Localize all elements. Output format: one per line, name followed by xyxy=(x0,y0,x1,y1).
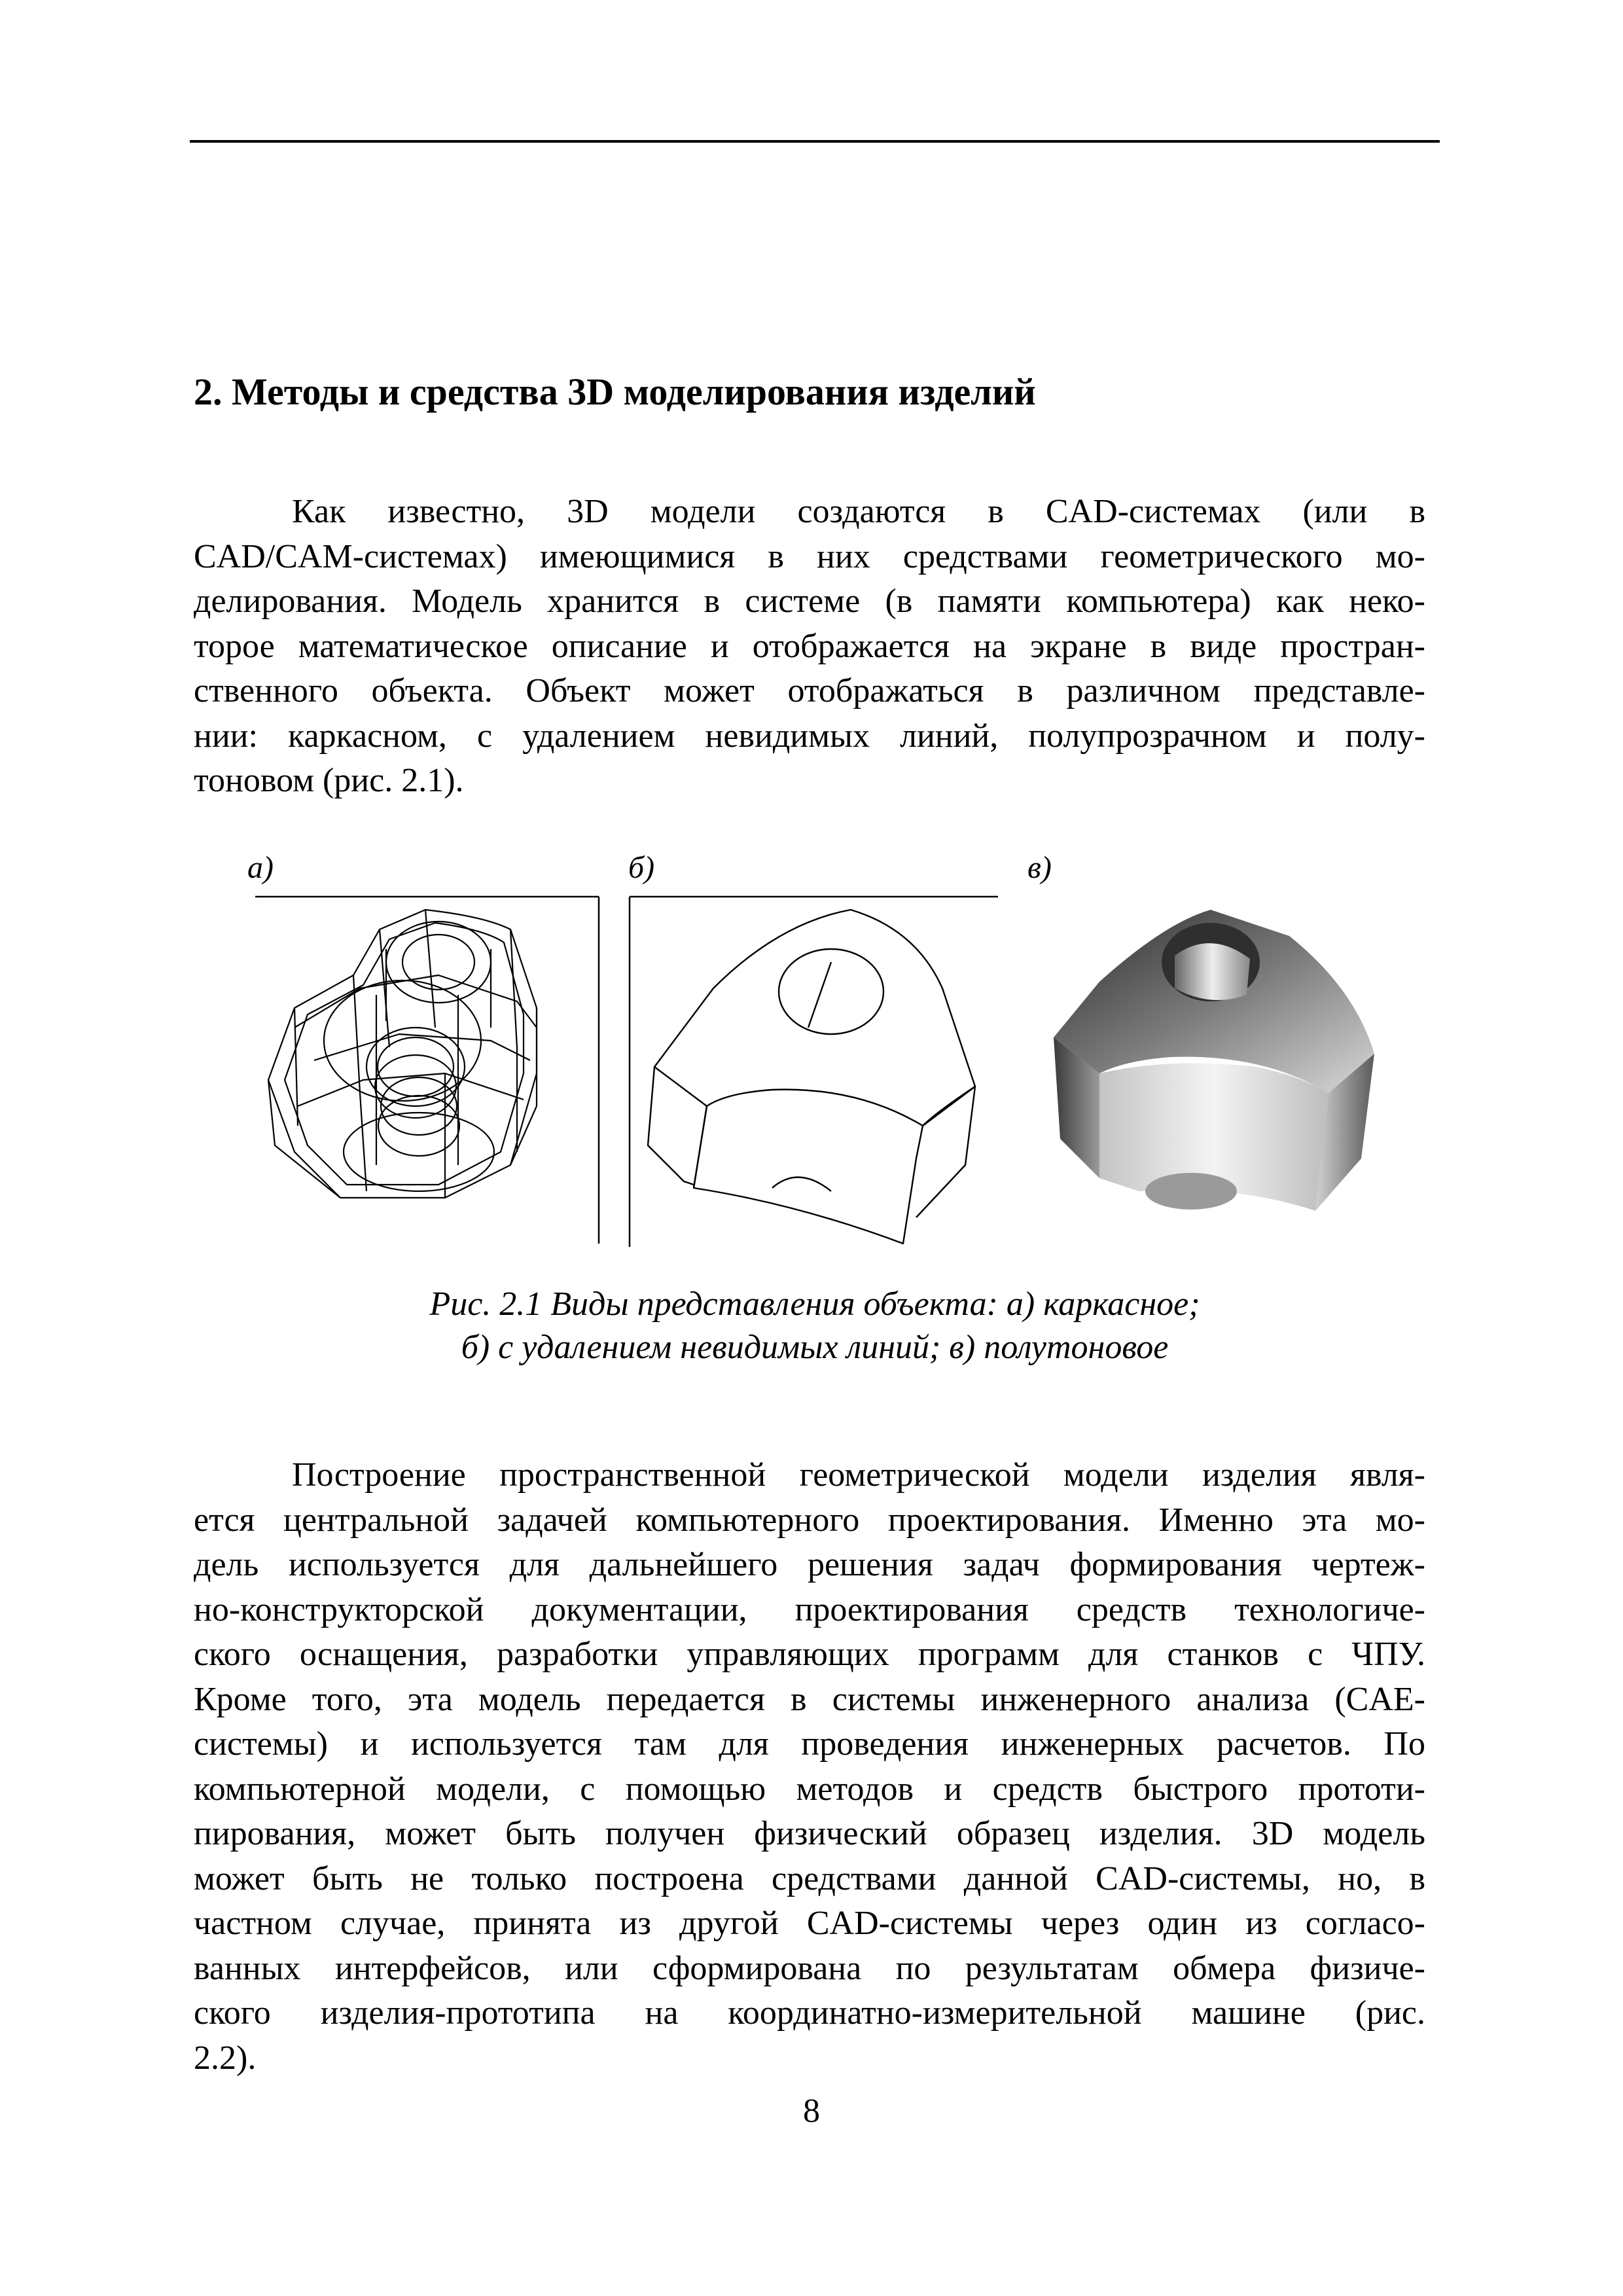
header-rule xyxy=(190,140,1440,143)
paragraph-line: компьютерной модели, с помощью методов и средств быстрого прототи- xyxy=(194,1770,1425,1808)
paragraph-line: делирования. Модель хранится в системе (в памяти компьютера) как неко- xyxy=(194,583,1425,620)
hidden-line-drawing xyxy=(628,890,1008,1257)
paragraph-line: системы) и используется там для проведения инженерных расчетов. По xyxy=(194,1725,1425,1763)
paragraph-line: Построение пространственной геометрической модели изделия явля- xyxy=(292,1456,1425,1494)
paragraph-line: Кроме того, эта модель передается в системы инженерного анализа (CAE- xyxy=(194,1680,1425,1718)
paragraph-line: нии: каркасном, с удалением невидимых линий, полупрозрачном и полу- xyxy=(194,717,1425,755)
paragraph-line: тоновом (рис. 2.1). xyxy=(194,762,464,799)
shaded-hole-wall xyxy=(1175,943,1250,1000)
paragraph-line: может быть не только построена средствами данной CAD-системы, но, в xyxy=(194,1859,1425,1897)
figure-caption xyxy=(190,1283,1440,1369)
paragraph-line: ванных интерфейсов, или сформирована по результатам обмера физиче- xyxy=(194,1949,1425,1987)
hole-ellipse xyxy=(779,949,883,1034)
paragraph-line: 2.2). xyxy=(194,2039,257,2077)
paragraph-line: пирования, может быть получен физический образец изделия. 3D модель xyxy=(194,1815,1425,1852)
wireframe-drawing xyxy=(249,890,602,1250)
paragraph-line: частном случае, принята из другой CAD-системы через один из согласо- xyxy=(194,1905,1425,1942)
paragraph-intro xyxy=(194,490,1425,804)
shaded-view xyxy=(1041,897,1394,1250)
figure-label-b: б) xyxy=(628,850,655,885)
page-number: 8 xyxy=(803,2092,820,2130)
section-heading: 2. Методы и средства 3D моделирования изделий xyxy=(194,370,1036,413)
front-face xyxy=(694,1106,923,1244)
caption-line: б) с удалением невидимых линий; в) полутоновое xyxy=(461,1329,1169,1366)
paragraph-line: ственного объекта. Объект может отображаться в различном представле- xyxy=(194,672,1425,709)
shaded-bottom-boss xyxy=(1145,1173,1237,1210)
paragraph-main xyxy=(194,1453,1425,2081)
paragraph-line: но-конструкторской документации, проектирования средств технологиче- xyxy=(194,1590,1425,1628)
paragraph-line: ского изделия-прототипа на координатно-измерительной машине (рис. xyxy=(194,1994,1425,2032)
wireframe-view xyxy=(249,890,602,1250)
paragraph-line: дель используется для дальнейшего решения задач формирования чертеж- xyxy=(194,1546,1425,1583)
figure-label-c: в) xyxy=(1027,850,1052,885)
top-face xyxy=(654,910,975,1126)
figure-label-a: а) xyxy=(247,850,274,885)
paragraph-line: торое математическое описание и отображается на экране в виде простран- xyxy=(194,627,1425,665)
paragraph-line: ется центральной задачей компьютерного проектирования. Именно эта мо- xyxy=(194,1501,1425,1539)
caption-line: Рис. 2.1 Виды представления объекта: а) каркасное; xyxy=(429,1285,1200,1323)
paragraph-line: CAD/CAM-системах) имеющимися в них средствами геометрического мо- xyxy=(194,537,1425,575)
hidden-line-view xyxy=(628,890,1008,1257)
paragraph-line: Как известно, 3D модели создаются в CAD-системах (или в xyxy=(292,493,1425,530)
inner-outline xyxy=(285,923,524,1185)
paragraph-line: ского оснащения, разработки управляющих программ для станков с ЧПУ. xyxy=(194,1636,1425,1673)
shaded-drawing xyxy=(1041,897,1394,1250)
left-face-edge xyxy=(648,1067,694,1185)
